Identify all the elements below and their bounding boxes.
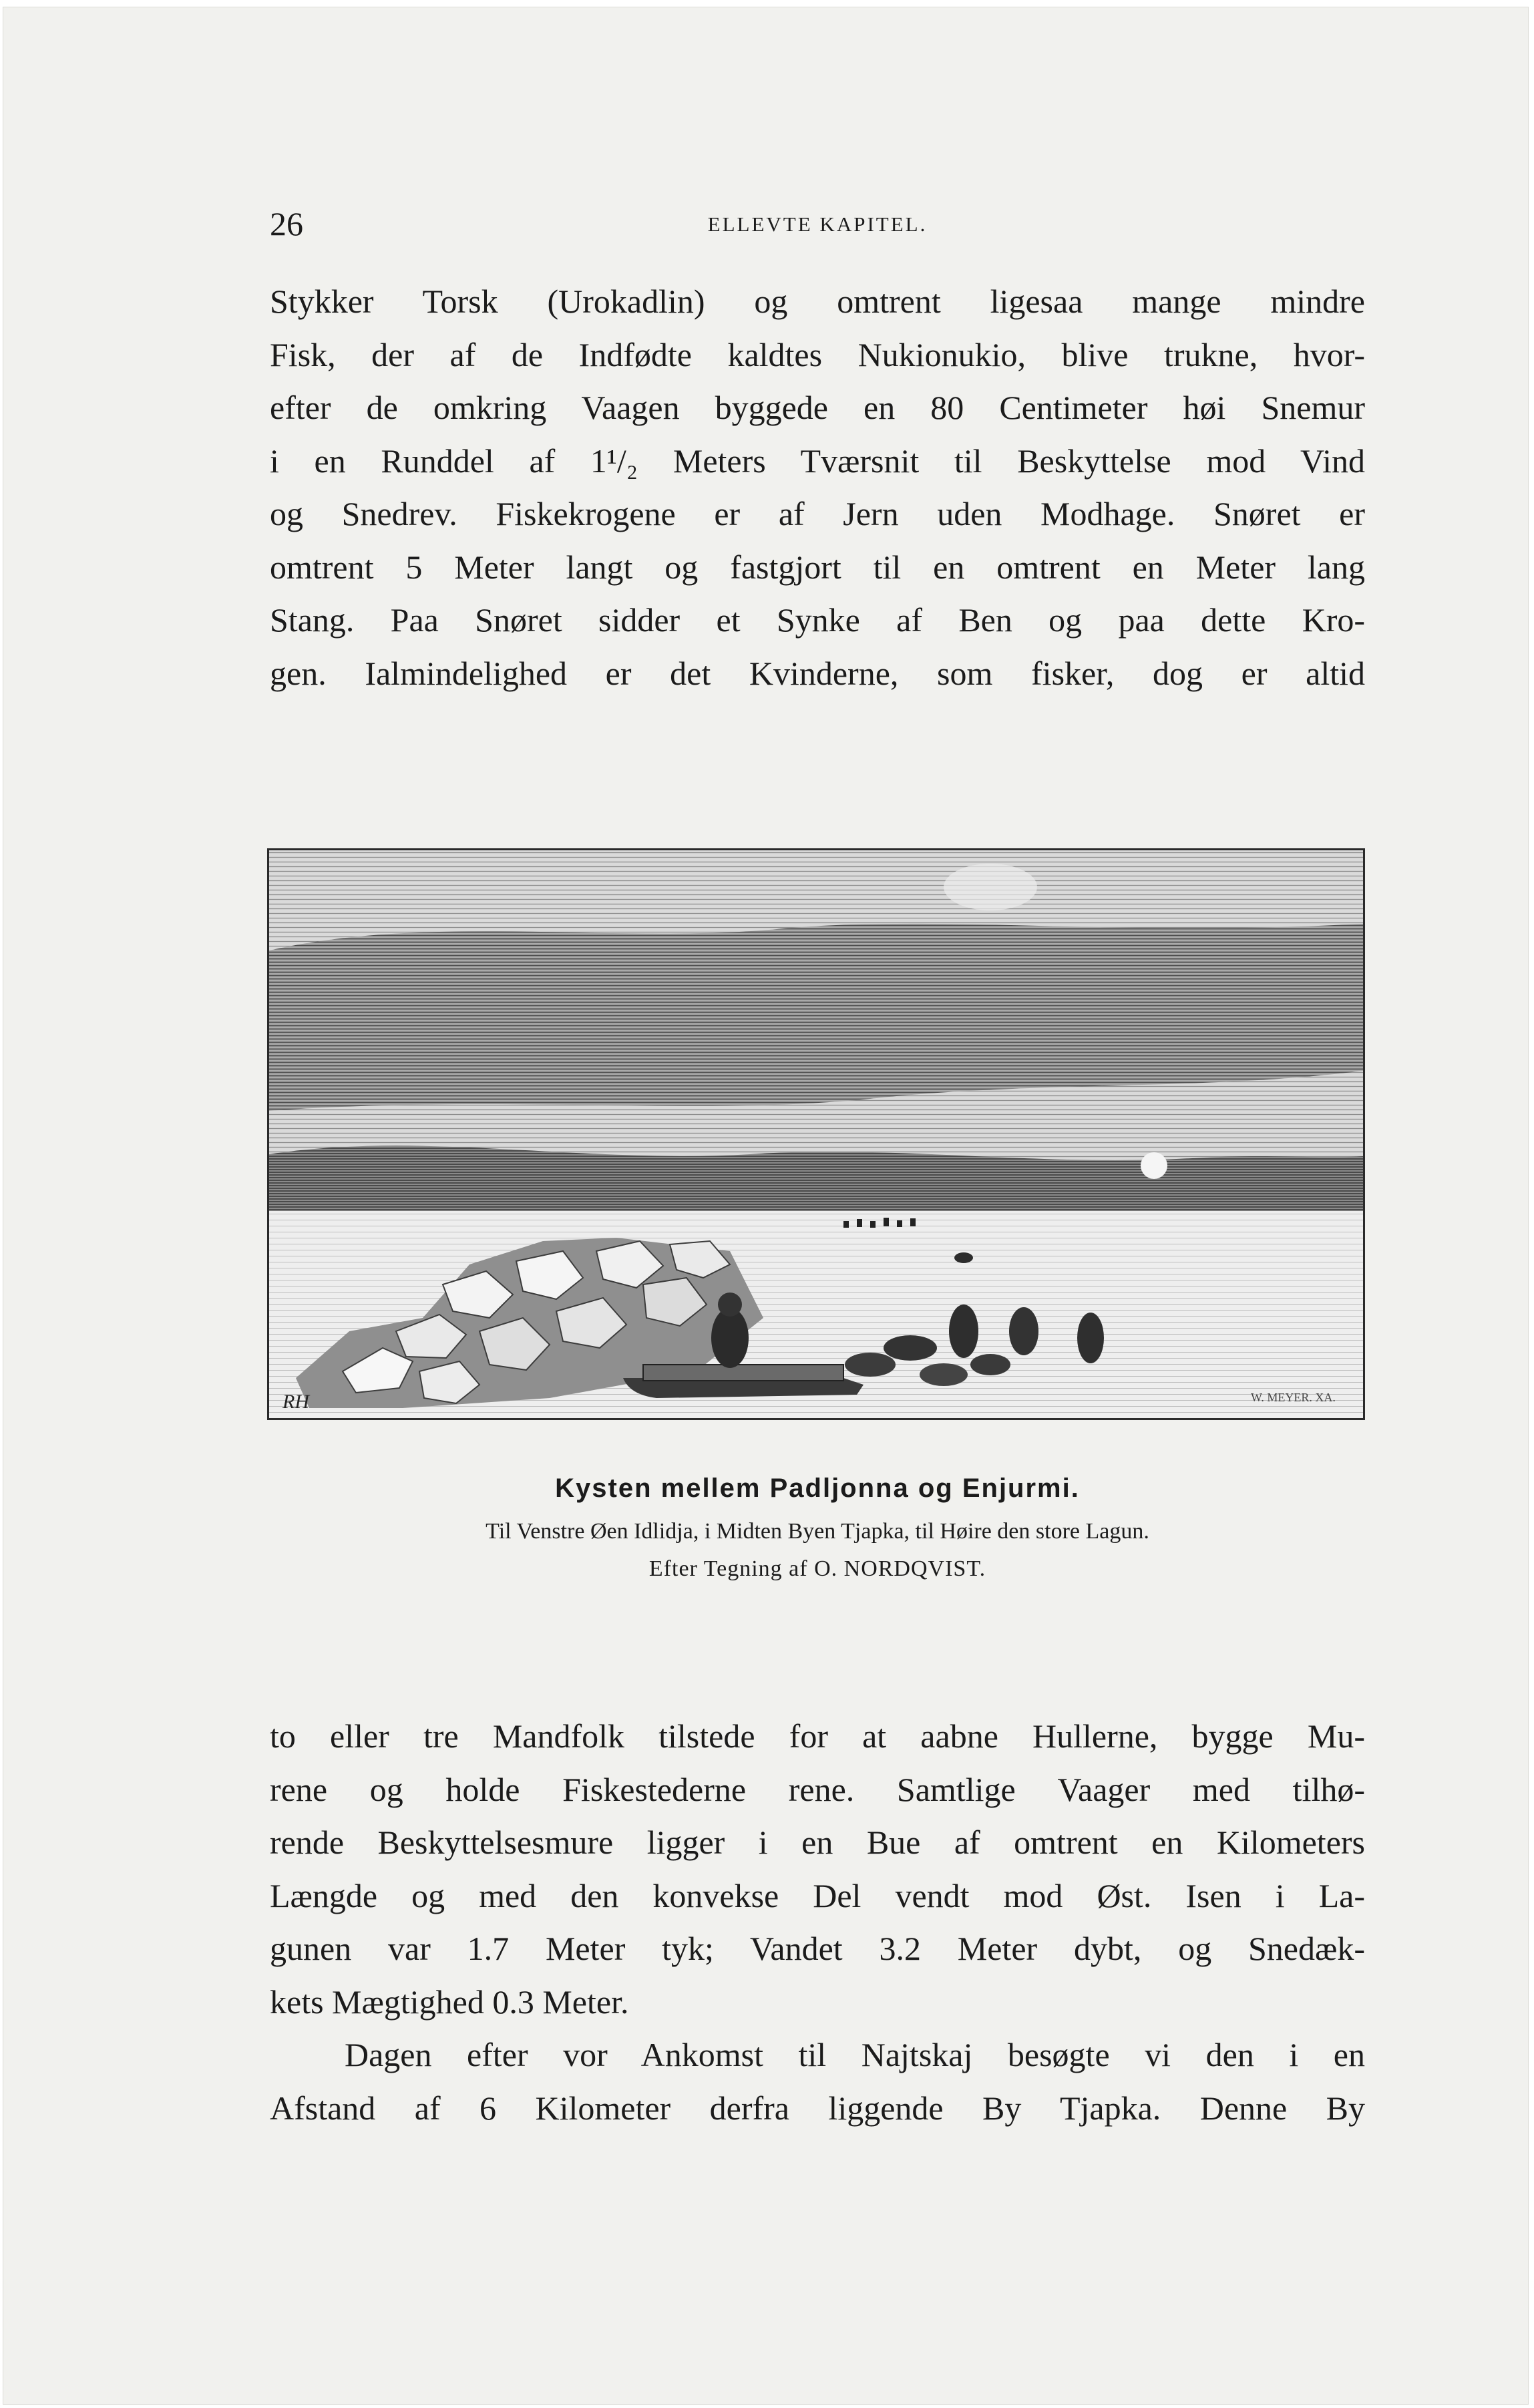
text-line: gen. Ialmindelighed er det Kvinderne, som fisker, dog er altid <box>270 654 1365 692</box>
signature-left <box>282 1391 311 1413</box>
cloud-bank <box>269 924 1363 1111</box>
paragraph-top <box>270 275 1365 700</box>
text-line: efter de omkring Vaagen byggede en 80 Centimeter høi Snemur <box>270 389 1365 426</box>
text-line: rende Beskyttelsesmure ligger i en Bue af omtrent en Kilometers <box>270 1824 1365 1861</box>
text-line: Stang. Paa Snøret sidder et Synke af Ben og paa dette Kro- <box>270 601 1365 639</box>
text-line: og Snedrev. Fiskekrogene er af Jern uden Modhage. Snøret er <box>270 495 1365 532</box>
text-line: i en Runddel af 1¹/₂ Meters Tværsnit til Beskyttelse mod Vind <box>270 442 1365 480</box>
caption-credit: Efter Tegning af O. NORDQVIST. <box>648 1556 986 1581</box>
page-number: 26 <box>270 205 303 242</box>
pale-sky-patch <box>944 864 1037 910</box>
text-line: kets Mægtighed 0.3 Meter. <box>270 1983 629 2021</box>
engraving-illustration <box>267 848 1365 1420</box>
running-head <box>270 204 1365 244</box>
text-line: Fisk, der af de Indfødte kaldtes Nukionukio, blive trukne, hvor- <box>270 335 1365 373</box>
book-page <box>3 7 1529 2405</box>
text-line: Stykker Torsk (Urokadlin) og omtrent ligesaa mange mindre <box>270 283 1365 320</box>
setting-sun <box>1141 1152 1167 1179</box>
svg-text:RH: RH <box>282 1391 309 1413</box>
text-line: Dagen efter vor Ankomst til Najtskaj besøgte vi den i en <box>345 2036 1365 2073</box>
chapter-title: ELLEVTE KAPITEL. <box>707 212 928 236</box>
text-line: Afstand af 6 Kilometer derfra liggende By Tjapka. Denne By <box>270 2089 1365 2127</box>
text-line: to eller tre Mandfolk tilstede for at aabne Hullerne, bygge Mu- <box>270 1717 1365 1755</box>
caption-description: Til Venstre Øen Idlidja, i Midten Byen Tjapka, til Høire den store Lagun. <box>486 1519 1149 1544</box>
caption-title: Kysten mellem Padljonna og Enjurmi. <box>555 1474 1080 1503</box>
text-line: Længde og med den konvekse Del vendt mod Øst. Isen i La- <box>270 1876 1365 1914</box>
paragraph-bottom <box>270 1710 1365 2135</box>
svg-text:W. MEYER. XA.: W. MEYER. XA. <box>1251 1391 1336 1404</box>
text-line: omtrent 5 Meter langt og fastgjort til en omtrent en Meter lang <box>270 548 1365 586</box>
text-line: rene og holde Fiskestederne rene. Samtlige Vaager med tilhø- <box>270 1770 1365 1808</box>
signature-right <box>1251 1391 1336 1404</box>
text-line: gunen var 1.7 Meter tyk; Vandet 3.2 Meter dybt, og Snedæk- <box>270 1930 1365 1967</box>
